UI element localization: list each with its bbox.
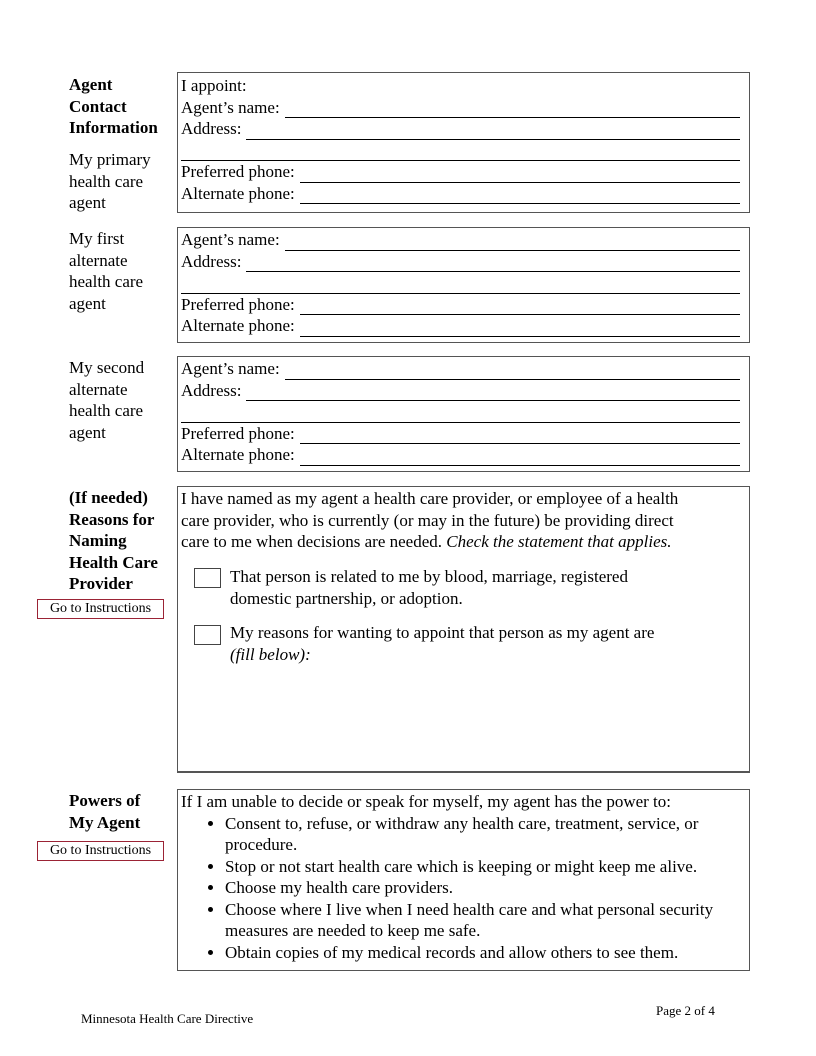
reasons-intro-line2: care provider, who is currently (or may in the future) be providing direct — [181, 510, 674, 530]
related-option-text: That person is related to me by blood, marriage, registered domestic partnership, or adoption. — [230, 567, 628, 608]
first-alt-address-line2-field[interactable] — [181, 272, 746, 294]
powers-heading: Powers of My Agent — [69, 791, 141, 832]
powers-box — [177, 789, 750, 971]
primary-address-field[interactable]: Address: — [181, 118, 746, 140]
related-checkbox[interactable] — [194, 568, 221, 588]
second-alt-address-line2-field[interactable] — [181, 401, 746, 423]
second-alt-preferred-phone-field[interactable]: Preferred phone: — [181, 423, 746, 445]
power-item: • Choose my health care providers. — [225, 877, 745, 899]
first-alt-preferred-phone-field[interactable]: Preferred phone: — [181, 294, 746, 316]
reasons-go-to-instructions-link[interactable]: Go to Instructions — [37, 599, 164, 619]
second-alt-agent-name-field[interactable]: Agent’s name: — [181, 358, 746, 380]
agent-contact-heading: Agent Contact Information — [69, 75, 158, 137]
power-item: • Obtain copies of my medical records and allow others to see them. — [225, 942, 745, 964]
primary-address-line2-field[interactable] — [181, 140, 746, 162]
primary-agent-box — [177, 72, 750, 213]
first-alternate-box — [177, 227, 750, 343]
first-alt-alternate-phone-field[interactable]: Alternate phone: — [181, 315, 746, 337]
first-alt-address-field[interactable]: Address: — [181, 251, 746, 273]
power-item: • Stop or not start health care which is keeping or might keep me alive. — [225, 856, 745, 878]
power-item: • Consent to, refuse, or withdraw any health care, treatment, service, or procedure. — [225, 813, 745, 856]
second-alternate-label: My second alternate health care agent — [69, 358, 145, 442]
primary-preferred-phone-field[interactable]: Preferred phone: — [181, 161, 746, 183]
powers-intro: If I am unable to decide or speak for myself, my agent has the power to: — [181, 792, 672, 811]
power-item: • Choose where I live when I need health care and what personal security measures are needed to keep me safe. — [225, 899, 745, 942]
reasons-intro-line1: I have named as my agent a health care provider, or employee of a health — [181, 489, 679, 508]
primary-agent-label: My primary health care agent — [69, 150, 151, 212]
powers-list — [181, 813, 745, 964]
reasons-option-text: My reasons for wanting to appoint that person as my agent are (fill below): — [230, 623, 655, 664]
first-alt-agent-name-field[interactable]: Agent’s name: — [181, 229, 746, 251]
appoint-text: I appoint: — [181, 76, 247, 95]
powers-go-to-instructions-link[interactable]: Go to Instructions — [37, 841, 164, 861]
reasons-fill-area[interactable] — [230, 670, 740, 765]
primary-alternate-phone-field[interactable]: Alternate phone: — [181, 183, 746, 205]
footer-title: Minnesota Health Care Directive — [81, 1011, 254, 1026]
reasons-intro-line3: care to me when decisions are needed. Check the statement that applies. — [181, 532, 672, 551]
second-alt-alternate-phone-field[interactable]: Alternate phone: — [181, 444, 746, 466]
second-alt-address-field[interactable]: Address: — [181, 380, 746, 402]
page-number: Page 2 of 4 — [656, 1003, 715, 1018]
second-alternate-box — [177, 356, 750, 472]
first-alternate-label: My first alternate health care agent — [69, 229, 144, 313]
reasons-checkbox[interactable] — [194, 625, 221, 645]
primary-agent-name-field[interactable]: Agent’s name: — [181, 97, 746, 119]
reasons-heading: (If needed) Reasons for Naming Health Care Provider — [69, 488, 158, 593]
